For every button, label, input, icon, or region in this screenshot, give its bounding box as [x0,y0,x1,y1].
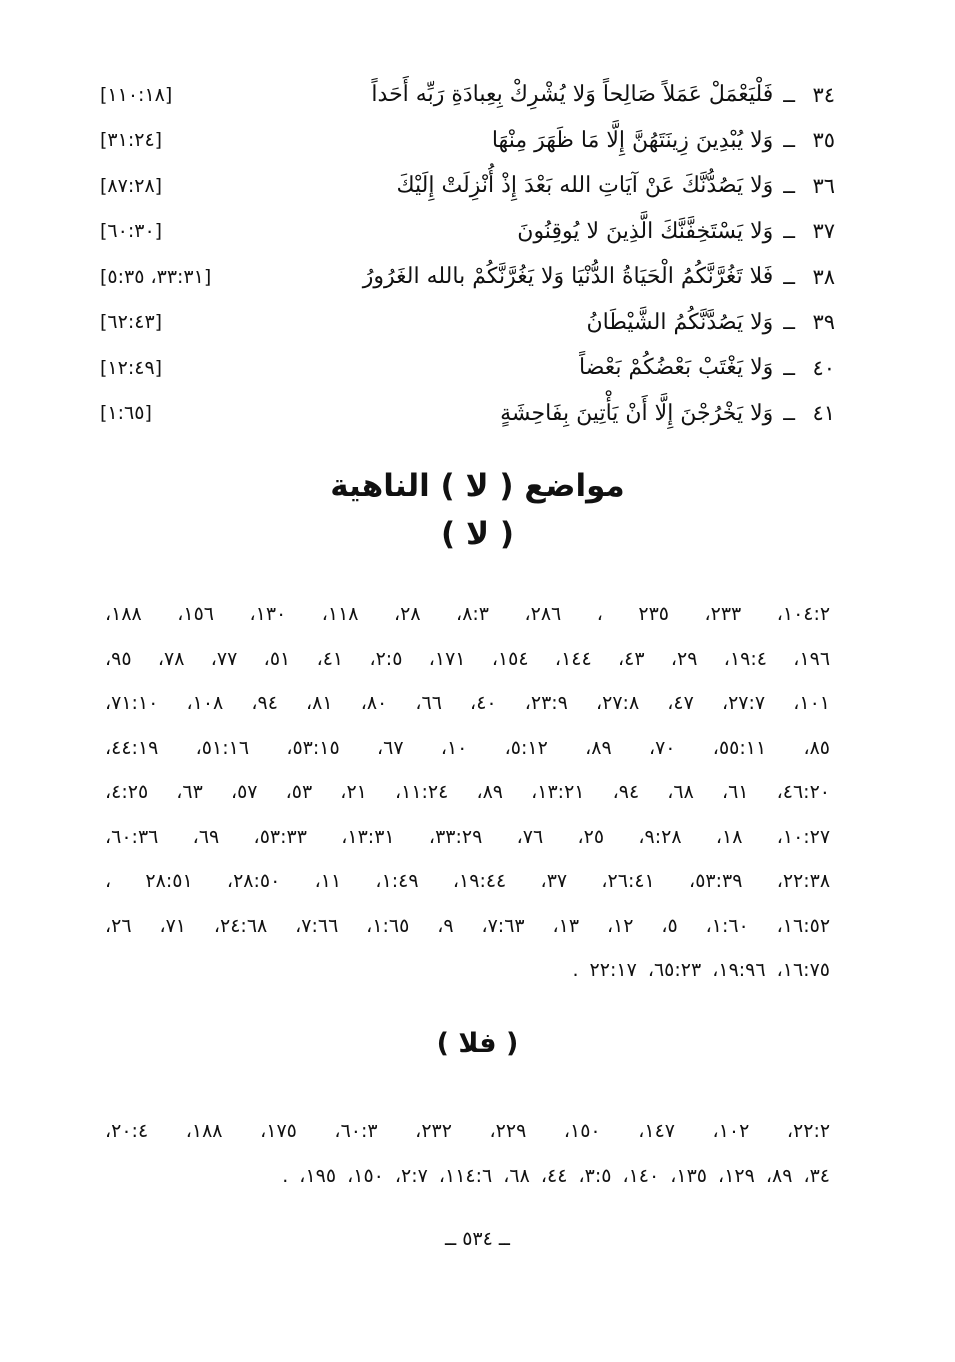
verse-dash: ــ [783,310,795,335]
verse-reference: [١١٠:١٨] [100,83,173,106]
verse-text: فَلا تَغُرَّنَّكُمُ الْحَيَاةُ الدُّنْيَا وَلا يَغُرَّنَّكُمْ بالله الغَرُورُ [362,264,774,290]
section-heading: مواضع ( لا ) الناهية [330,468,625,504]
verse-row [100,345,835,391]
verse-row [100,118,835,164]
verse-line [517,219,835,244]
reference-line: ١٦:٥٢، ١:٦٠، ٥، ١٢، ١٣، ٧:٦٣، ٩، ١:٦٥، ٧:٦٦، ٢٤:٦٨، ٧١، ٢٦، [105,914,831,937]
verse-line [492,128,835,153]
references-la [105,592,830,993]
subsection-heading-la: ( لا ) [440,516,514,552]
verse-number: ٤٠ [812,355,835,380]
reference-line: ٨٥، ٥٥:١١، ٧٠، ٨٩، ٥:١٢، ١٠، ٦٧، ٥٣:١٥، ٥١:١٦، ٤٤:١٩، [105,736,831,759]
reference-line: ٤٦:٢٠، ٦١، ٦٨، ٩٤، ١٣:٢١، ٨٩، ١١:٢٤، ٢١، ٥٣، ٥٧، ٦٣، ٤:٢٥، [105,781,830,803]
verse-text: وَلا يَصُدَّنَّكُمُ الشَّيْطَانُ [586,309,774,335]
reference-line: ١٠٤:٢، ٢٣٣، ٢٣٥ ، ٢٨٦، ٨:٣، ٢٨، ١١٨، ١٣٠، ١٥٦، ١٨٨، [105,603,831,625]
verse-reference: [٦٢:٤٣] [100,311,163,334]
verse-row [100,209,835,255]
verse-text: وَلا يَسْتَخِفَّنَّكَ الَّذِينَ لا يُوقِنُونَ [517,218,774,244]
verse-row [100,300,835,346]
verse-reference: [٦٠:٣٠] [100,220,163,243]
verse-reference: [١٢:٤٩] [100,356,163,379]
subsection-heading-fala: ( فلا ) [436,1028,519,1059]
verse-dash: ــ [783,401,795,426]
verse-dash: ــ [783,82,795,107]
verse-reference: [٣٣:٣١، ٥:٣٥] [100,265,212,288]
reference-line: ١٠:٢٧، ١٨، ٩:٢٨، ٢٥، ٧٦، ٣٣:٢٩، ١٣:٣١، ٥٣:٣٣، ٦٩، ٦٠:٣٦، [105,825,831,848]
page-number: ــ ٥٣٤ ــ [445,1228,510,1250]
references-fala [105,1109,830,1198]
verse-list [100,72,835,436]
verse-text: وَلا يُبْدِينَ زِينَتَهُنَّ إِلَّا مَا ظَهَرَ مِنْهَا [491,127,774,153]
verse-line [586,310,835,335]
verse-line [396,173,835,198]
verse-line [371,82,835,107]
reference-line: ١٩٦، ١٩:٤، ٢٩، ٤٣، ١٤٤، ١٥٤، ١٧١، ٢:٥، ٤١، ٥١، ٧٧، ٧٨، ٩٥، [105,647,831,670]
verse-row [100,391,835,437]
verse-dash: ــ [783,173,795,198]
verse-text: وَلا يَغْتَبْ بَعْضُكُمْ بَعْضاً [579,355,774,381]
verse-row [100,163,835,209]
verse-number: ٣٦ [812,173,835,198]
verse-number: ٣٧ [812,219,835,244]
verse-number: ٣٥ [812,128,835,153]
verse-dash: ــ [783,355,795,380]
verse-number: ٣٨ [812,264,835,289]
verse-line [500,401,835,426]
reference-line: ٣٤، ٨٩، ١٢٩، ١٣٥، ١٤٠، ٣:٥، ٤٤، ٦٨، ١١٤:٦، ٢:٧، ١٥٠، ١٩٥، . [282,1164,830,1187]
verse-text: وَلا يَخْرُجْنَ إِلَّا أَنْ يَأْتِينَ بِفَاحِشَةٍ [500,400,774,426]
reference-line: ١٦:٧٥، ١٩:٩٦، ٦٥:٢٣، ٢٢:١٧ . [572,959,830,981]
verse-number: ٤١ [812,401,835,426]
verse-dash: ــ [783,264,795,289]
reference-line: ٢٢:٢، ١٠٢، ١٤٧، ١٥٠، ٢٢٩، ٢٣٢، ٦٠:٣، ١٧٥، ١٨٨، ٢٠:٤، [105,1120,831,1142]
verse-dash: ــ [783,128,795,153]
verse-text: فَلْيَعْمَلْ عَمَلاً صَالِحاً وَلا يُشْرِكْ بِعِبادَةِ رَبِّه أَحَداً [371,82,774,108]
verse-number: ٣٩ [812,310,835,335]
verse-text: وَلا يَصُدُّنَّكَ عَنْ آيَاتِ الله بَعْدَ إِذْ أُنْزِلَتْ إِلَيْكَ [396,173,774,199]
verse-number: ٣٤ [812,82,835,107]
verse-reference: [١:٦٥] [100,402,152,425]
verse-row [100,72,835,118]
verse-line [363,264,835,289]
reference-line: ١٠١، ٢٧:٧، ٤٧، ٢٧:٨، ٢٣:٩، ٤٠، ٦٦، ٨٠، ٨١، ٩٤، ١٠٨، ٧١:١٠، [105,692,830,714]
verse-line [579,355,835,380]
reference-line: ٢٢:٣٨، ٥٣:٣٩، ٢٦:٤١، ٣٧، ١٩:٤٤، ١:٤٩، ١١، ٢٨:٥٠، ٢٨:٥١ ، [105,870,831,892]
verse-reference: [٨٧:٢٨] [100,174,163,197]
verse-reference: [٣١:٢٤] [100,129,163,152]
verse-row [100,254,835,300]
verse-dash: ــ [783,219,795,244]
